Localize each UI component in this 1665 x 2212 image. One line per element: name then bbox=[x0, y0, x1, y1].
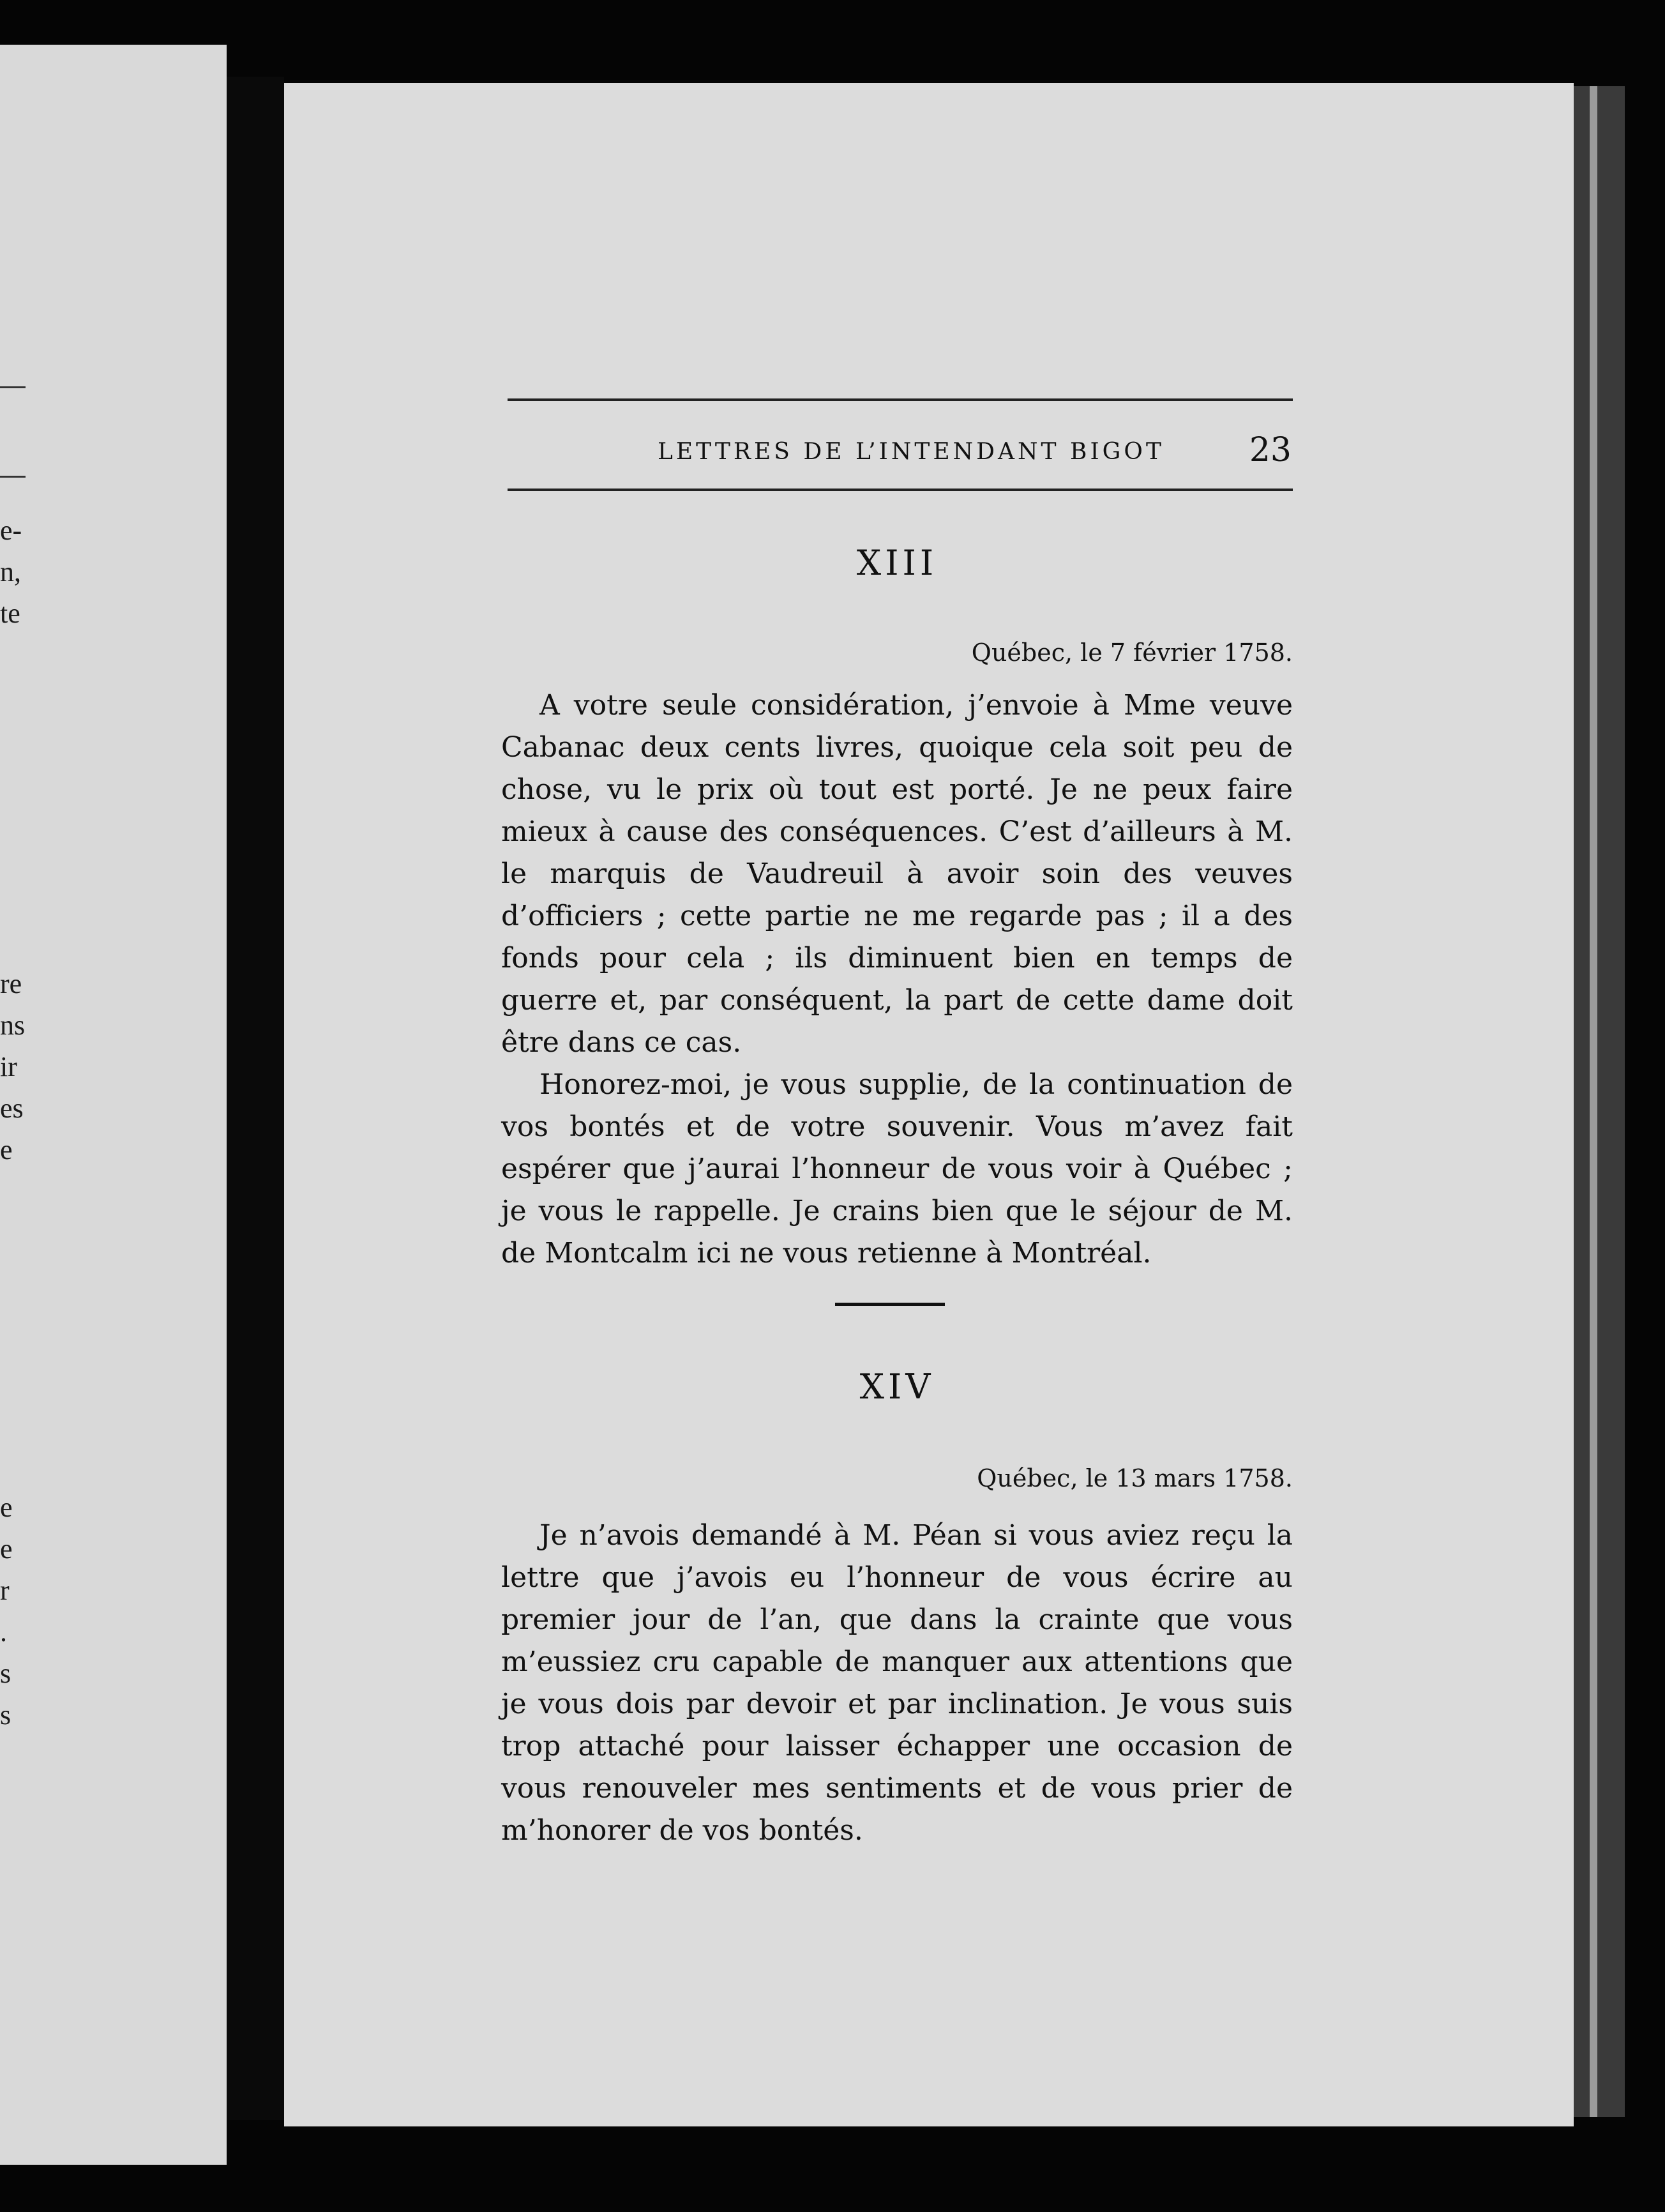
previous-page-fragment: e bbox=[0, 1134, 13, 1165]
section-separator bbox=[835, 1303, 945, 1306]
letter-numeral: XIV bbox=[859, 1367, 935, 1407]
paragraph: A votre seule considération, j’envoie à Mme veuve Cabanac deux cents livres, quoique cela soit peu de chose, vu le prix où tout est porté. Je ne peux faire mieux à cause des conséquences. C’est d’ailleurs à M. le marquis de Vaudreuil à avoir soin des veuves d’officiers ; cette partie ne me regarde pas ; il a des fonds pour cela ; ils diminuent bien en temps de guerre et, par conséquent, la part de cette dame doit être dans ce cas. bbox=[501, 689, 1293, 1059]
previous-page-fragment: . bbox=[0, 1616, 7, 1648]
previous-page-rule bbox=[0, 386, 26, 388]
previous-page-fragment: e bbox=[0, 1492, 13, 1523]
previous-page-fragment: n, bbox=[0, 556, 21, 587]
running-header bbox=[508, 425, 1293, 476]
previous-page-fragment: ns bbox=[0, 1010, 26, 1041]
previous-page-fragment: te bbox=[0, 598, 20, 629]
paragraph: Honorez-moi, je vous supplie, de la continuation de vos bontés et de votre souvenir. Vous m’avez fait espérer que j’aurai l’honneur de vous voir à Québec ; je vous le rappelle. Je crains bien que le séjour de M. de Montcalm ici ne vous retienne à Montréal. bbox=[501, 1068, 1293, 1269]
previous-page-fragment: s bbox=[0, 1699, 11, 1731]
previous-page-fragment: ir bbox=[0, 1051, 17, 1082]
paragraph: Je n’avois demandé à M. Péan si vous aviez reçu la lettre que j’avois eu l’honneur de vous écrire au premier jour de l’an, que dans la crainte que vous m’eussiez cru capable de manquer aux attentions que je vous dois par devoir et par inclination. Je vous suis trop attaché pour laisser échapper une occasion de vous renouveler mes sentiments et de vous prier de m’honorer de vos bontés. bbox=[501, 1519, 1293, 1847]
header-top-rule bbox=[508, 398, 1293, 401]
previous-page-rule bbox=[0, 476, 26, 478]
previous-page-fragment: re bbox=[0, 968, 22, 999]
letter-body bbox=[501, 685, 1293, 1275]
page-stack-stripe bbox=[1590, 86, 1597, 2117]
previous-page-edge bbox=[0, 45, 227, 2165]
page-stack-edge bbox=[1574, 86, 1625, 2117]
previous-page-fragment: es bbox=[0, 1093, 24, 1124]
page-number: 23 bbox=[1249, 431, 1292, 469]
letter-body bbox=[501, 1515, 1293, 1852]
previous-page-fragment: s bbox=[0, 1658, 11, 1689]
header-bottom-rule bbox=[508, 489, 1293, 491]
letter-numeral: XIII bbox=[856, 543, 938, 583]
previous-page-fragment: e bbox=[0, 1533, 13, 1564]
letter-dateline: Québec, le 7 février 1758. bbox=[971, 639, 1293, 667]
book-gutter bbox=[227, 77, 284, 2120]
letter-dateline: Québec, le 13 mars 1758. bbox=[977, 1464, 1293, 1492]
running-title: LETTRES DE L’INTENDANT BIGOT bbox=[658, 439, 1164, 465]
previous-page-fragment: e- bbox=[0, 515, 22, 546]
previous-page-fragment: r bbox=[0, 1575, 10, 1606]
previous-page-text-fragments bbox=[0, 45, 227, 2165]
